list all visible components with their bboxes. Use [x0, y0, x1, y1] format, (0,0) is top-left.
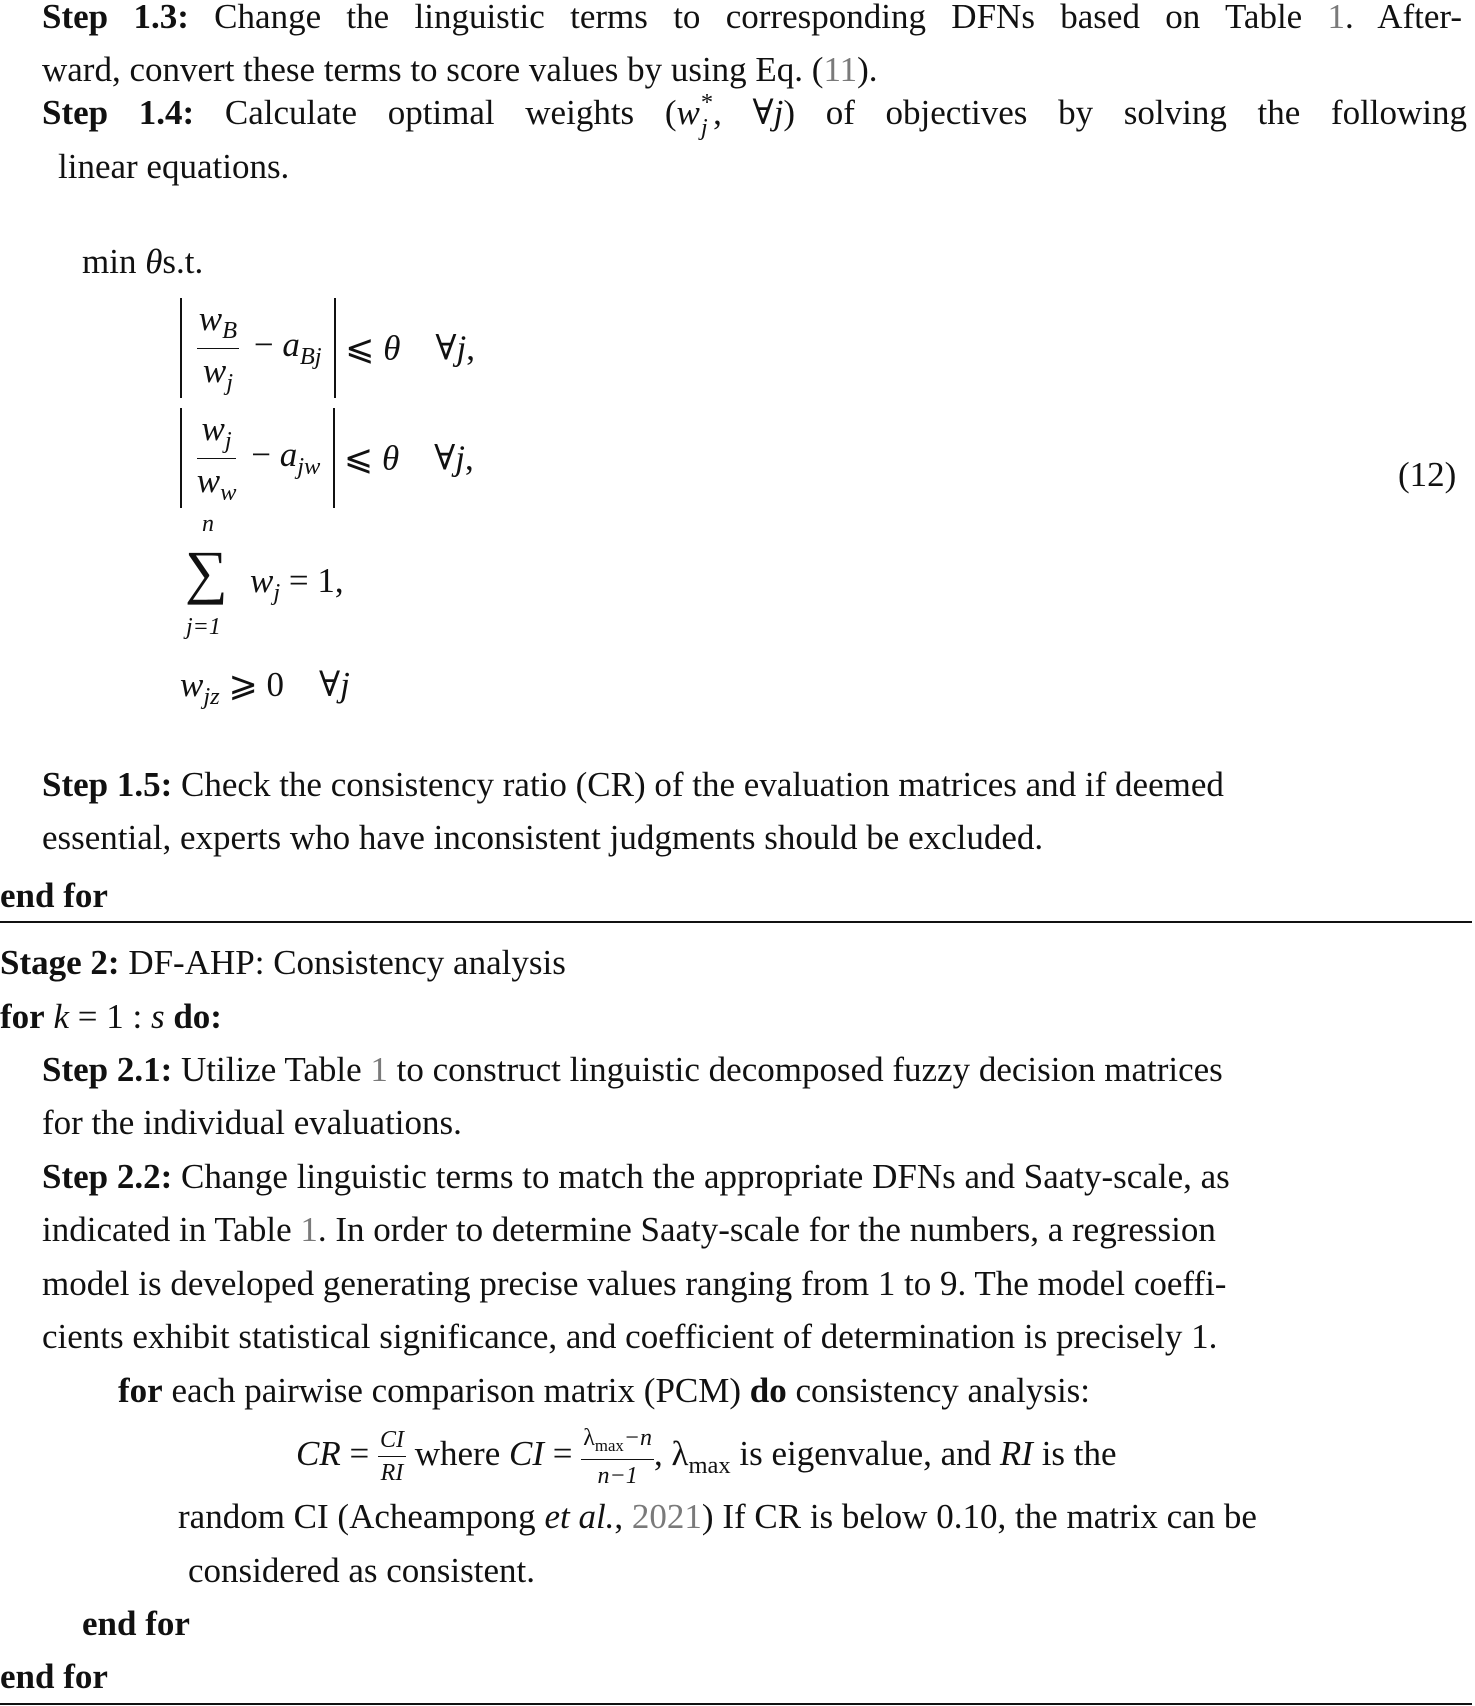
step-1-4-label: Step 1.4:	[42, 93, 195, 132]
step-2-1-line1: Step 2.1: Utilize Table 1 to construct linguistic decomposed fuzzy decision matrices	[42, 1050, 1223, 1089]
step-2-2-line4: cients exhibit statistical significance, and coefficient of determination is precisely 1.	[42, 1317, 1218, 1356]
citation-link[interactable]: 2021	[631, 1497, 702, 1536]
eq-objective: min θs.t.	[82, 242, 204, 281]
sum-lower: j=1	[186, 614, 221, 640]
step-2-2-line2: indicated in Table 1. In order to determine Saaty-scale for the numbers, a regression	[42, 1210, 1216, 1249]
for-loop-header: for k = 1 : s do:	[0, 997, 222, 1036]
eq-ref-link[interactable]: 11	[823, 50, 858, 89]
step-1-3-label: Step 1.3:	[42, 0, 189, 36]
end-for-1: end for	[0, 876, 108, 915]
cr-line-2: random CI (Acheampong et al., 2021) If CR is below 0.10, the matrix can be	[178, 1497, 1257, 1536]
cr-line-3: considered as consistent.	[188, 1551, 535, 1590]
end-for-2: end for	[0, 1657, 108, 1696]
eq-constraint-1: $\frac{w_B}{w_j}$ − $a_{Bj}$ ⩽ θ ∀j,	[180, 298, 475, 398]
equation-number: (12)	[1398, 455, 1457, 494]
eq-constraint-3: $w_j = 1$,	[250, 561, 344, 606]
step-1-4-line2: linear equations.	[58, 147, 290, 186]
step-1-5-label: Step 1.5:	[42, 765, 173, 804]
separator-line-1	[0, 921, 1472, 923]
separator-line-2	[0, 1703, 1472, 1705]
step-1-5-line2: essential, experts who have inconsistent judgments should be excluded.	[42, 818, 1044, 857]
step-2-2-line1: Step 2.2: Change linguistic terms to match the appropriate DFNs and Saaty-scale, as	[42, 1157, 1230, 1196]
end-for-inner: end for	[82, 1604, 190, 1643]
table-ref-link[interactable]: 1	[1327, 0, 1346, 36]
table-ref-link[interactable]: 1	[370, 1050, 388, 1089]
sum-upper: n	[202, 511, 214, 537]
step-2-2-line3: model is developed generating precise values ranging from 1 to 9. The model coeffi-	[42, 1264, 1227, 1303]
table-ref-link[interactable]: 1	[300, 1210, 318, 1249]
eq-constraint-2: $\frac{w_j}{w_w}$ − $a_{jw}$ ⩽ θ ∀j,	[180, 408, 474, 508]
step-2-2-label: Step 2.2:	[42, 1157, 173, 1196]
step-1-3-line2: ward, convert these terms to score values by using Eq. (11).	[42, 50, 878, 89]
step-1-5-line1: Step 1.5: Check the consistency ratio (CR) of the evaluation matrices and if deemed	[42, 765, 1224, 804]
step-1-4-line1: Step 1.4: Calculate optimal weights (w * j , ∀j) of objectives by solving the following	[42, 89, 1468, 141]
step-2-1-label: Step 2.1:	[42, 1050, 173, 1089]
sum-symbol: ∑	[185, 539, 228, 605]
step-2-1-line2: for the individual evaluations.	[42, 1103, 462, 1142]
eq-constraint-4: $w_{jz}$ ⩾ 0 ∀j	[180, 665, 350, 710]
inner-for-header: for each pairwise comparison matrix (PCM) do consistency analysis:	[118, 1371, 1091, 1410]
stage-2-heading: Stage 2: DF-AHP: Consistency analysis	[0, 943, 566, 982]
step-1-3-line1: Step 1.3: Change the linguistic terms to corresponding DFNs based on Table 1. After-	[42, 0, 1462, 43]
cr-formula: CR = $\frac{CI}{RI}$ where CI = $\frac{\lambda_{max}-n}{n-1}$ , $\lambda_{max}$ is eigenvalue, and RI is the	[296, 1425, 1117, 1489]
